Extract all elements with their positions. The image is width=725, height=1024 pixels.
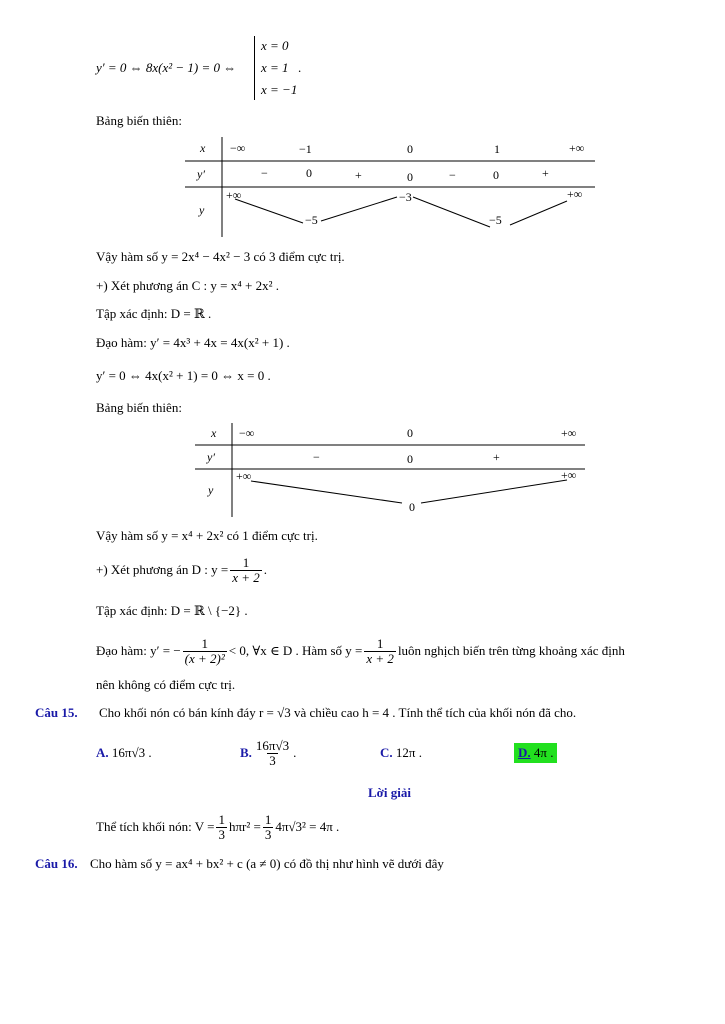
- bbt2-y-1: 0: [409, 500, 415, 514]
- option-d-last-line: nên không có điểm cực trị.: [96, 677, 236, 692]
- q15-text: Cho khối nón có bán kính đáy r = √3 và chiều cao h = 4 . Tính thể tích của khối nón đã cho.: [99, 705, 577, 720]
- conclusion-1: Vậy hàm số y = 2x⁴ − 4x² − 3 có 3 điểm cực trị.: [96, 249, 345, 264]
- variation-table-2: [195, 423, 585, 517]
- bbt2-arrow-2: [421, 480, 567, 503]
- option-d-deriv-num: 1: [201, 635, 208, 651]
- answer-c-value: 12π .: [395, 745, 422, 760]
- bbt1-heading: Bảng biến thiên:: [96, 113, 182, 128]
- option-d-derivative: [96, 632, 625, 670]
- option-d-domain: Tập xác định: D = ℝ \ {−2} .: [96, 603, 248, 618]
- answer-d[interactable]: [514, 735, 557, 771]
- answer-c-label: C.: [380, 745, 393, 760]
- bbt2-x-2: +∞: [561, 426, 577, 440]
- bbt1-arrow-3: [413, 197, 490, 227]
- bbt1-x-0: −∞: [230, 141, 246, 155]
- option-d-deriv-fraction: [183, 637, 227, 666]
- option-c-critical: y′ = 0 ⇔ 4x(x² + 1) = 0 ⇔ x = 0 .: [96, 368, 271, 383]
- solution-title: Lời giải: [368, 785, 411, 800]
- bbt1-y-1: −5: [305, 213, 318, 227]
- bbt1-x-1: −1: [299, 142, 312, 156]
- bbt1-yp-6: +: [542, 166, 549, 180]
- solution-frac-2-den: 3: [264, 826, 272, 842]
- answer-a[interactable]: [96, 745, 152, 761]
- q16-text: Cho hàm số y = ax⁴ + bx² + c (a ≠ 0) có đồ thị như hình vẽ dưới đây: [90, 856, 444, 871]
- bbt2-label-x: x: [211, 426, 217, 440]
- bbt1-x-4: +∞: [569, 141, 585, 155]
- option-d-deriv-prefix: Đạo hàm: y′ = −: [96, 643, 181, 658]
- bbt1-yp-1: 0: [306, 166, 312, 180]
- bbt1-arrow-4: [510, 201, 567, 225]
- answer-b-den: 3: [269, 752, 276, 768]
- option-d-deriv-tail: luôn nghịch biến trên từng khoảng xác định: [397, 643, 625, 658]
- answer-d-highlight: [514, 743, 557, 763]
- bbt1-x-3: 1: [494, 142, 500, 156]
- option-d-deriv-den: (x + 2)²: [184, 650, 225, 666]
- variation-table-1: [185, 137, 595, 237]
- bbt2-x-0: −∞: [239, 426, 255, 440]
- option-d-frac-num: 1: [242, 554, 250, 570]
- bbt1-arrow-2: [321, 197, 397, 221]
- answer-b-label: B.: [240, 745, 252, 760]
- bbt2-yp-2: +: [493, 450, 500, 464]
- period: .: [298, 60, 302, 75]
- bbt2-arrow-1: [251, 481, 402, 503]
- q15-label: Câu 15.: [35, 705, 78, 720]
- bbt2-label-yprime: y′: [207, 450, 215, 464]
- bbt1-y-0: +∞: [226, 188, 242, 202]
- option-c-derivative: Đạo hàm: y′ = 4x³ + 4x = 4x(x² + 1) .: [96, 335, 290, 350]
- bbt2-x-1: 0: [407, 426, 413, 440]
- answer-a-label: A.: [96, 745, 109, 760]
- bbt1-x-2: 0: [407, 142, 413, 156]
- option-d-frac-den: x + 2: [232, 569, 260, 585]
- bbt1-y-2: −3: [399, 190, 412, 204]
- bbt1-yp-2: +: [355, 168, 362, 182]
- bbt1-label-y: y: [199, 203, 205, 217]
- option-d-func-fraction: [364, 637, 396, 666]
- answer-d-value: 4π .: [533, 745, 554, 760]
- bbt1-yp-3: 0: [407, 170, 413, 184]
- bbt2-yp-0: −: [313, 450, 320, 464]
- bbt1-label-yprime: y′: [197, 167, 205, 181]
- bbt1-y-4: +∞: [567, 187, 583, 201]
- answer-b-num: 16π√3: [255, 737, 290, 753]
- option-d-deriv-suffix: < 0, ∀x ∈ D . Hàm số y =: [228, 643, 363, 658]
- solution-formula: [96, 808, 339, 846]
- bbt1-arrow-1: [235, 199, 303, 223]
- bbt2-yp-1: 0: [407, 452, 413, 466]
- case-3: x = −1: [261, 82, 298, 97]
- answer-d-label: D.: [518, 745, 531, 760]
- q16-label: Câu 16.: [35, 856, 78, 871]
- answer-b[interactable]: B. $\frac{16\pi√3}{3}$ .: [240, 737, 297, 768]
- solution-end: 4π√3² = 4π .: [275, 819, 340, 834]
- solution-frac-2: [263, 813, 274, 842]
- option-c-intro: +) Xét phương án C : y = x⁴ + 2x² .: [96, 278, 279, 293]
- option-d-func-num: 1: [376, 635, 384, 651]
- equation-critical-points: y′ = 0 ⇔ 8x(x² − 1) = 0 ⇔: [96, 60, 237, 75]
- bbt1-yp-5: 0: [493, 168, 499, 182]
- solution-frac-2-num: 1: [264, 811, 272, 827]
- option-d-func-den: x + 2: [366, 650, 394, 666]
- case-1: x = 0: [261, 38, 289, 53]
- bbt1-label-x: x: [200, 141, 206, 155]
- solution-frac-1: [216, 813, 227, 842]
- case-2: x = 1: [261, 60, 289, 75]
- bbt2-y-0: +∞: [236, 469, 252, 483]
- option-d-intro-prefix: +) Xét phương án D : y =: [96, 562, 229, 577]
- solution-frac-1-num: 1: [218, 811, 225, 827]
- option-c-domain: Tập xác định: D = ℝ .: [96, 306, 212, 321]
- bbt1-y-3: −5: [489, 213, 502, 227]
- solution-frac-1-den: 3: [218, 826, 225, 842]
- conclusion-2: Vậy hàm số y = x⁴ + 2x² có 1 điểm cực trị.: [96, 528, 318, 543]
- bbt1-grid: [185, 137, 595, 237]
- bbt2-heading: Bảng biến thiên:: [96, 400, 182, 415]
- bbt2-y-2: +∞: [561, 468, 577, 482]
- answer-a-value: 16π√3 .: [111, 745, 152, 760]
- option-d-intro: +) Xét phương án D : y = $\frac{1}{x + 2}$ .: [96, 554, 267, 585]
- bbt1-yp-0: −: [261, 166, 268, 180]
- answer-b-fraction: [254, 739, 291, 768]
- bbt1-yp-4: −: [449, 168, 456, 182]
- option-d-fraction: [230, 556, 262, 585]
- answer-c[interactable]: [380, 745, 422, 761]
- solution-prefix: Thể tích khối nón: V =: [96, 819, 215, 834]
- bbt2-label-y: y: [208, 483, 214, 497]
- solution-mid: hπr² =: [228, 819, 261, 834]
